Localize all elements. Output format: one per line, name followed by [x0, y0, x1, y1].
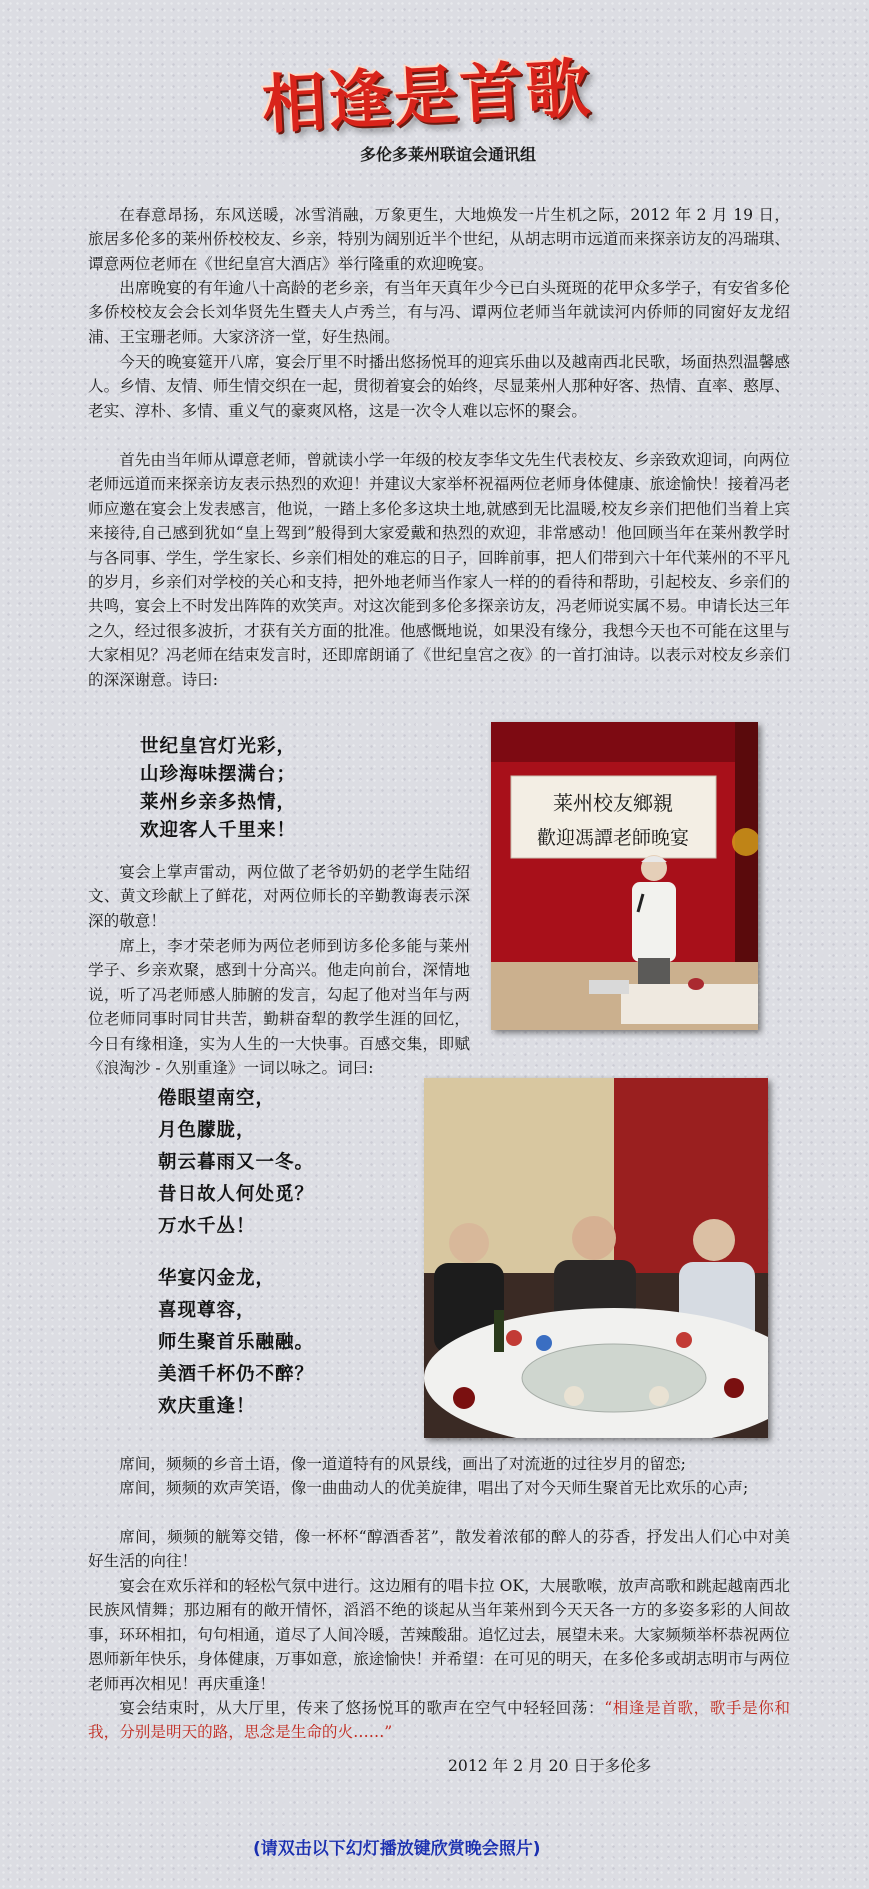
paragraph-9: 席间，频频的觥筹交错，像一杯杯“醇酒香茗”，散发着浓郁的醉人的芬香，抒发出人们心中对美好生活的向往！ [88, 1528, 790, 1571]
paragraph-5: 宴会上掌声雷动，两位做了老爷奶奶的老学生陆绍文、黄文珍献上了鲜花，对两位师长的辛勤教诲表示深深的敬意！ [88, 863, 470, 930]
poem-1-line: 欢迎客人千里来！ [140, 820, 297, 841]
poem-2-line: 昔日故人何处觅？ [158, 1184, 315, 1205]
banner-line-1: 莱州校友鄉親 [553, 791, 673, 815]
paragraph-11 [88, 1696, 790, 1745]
poem-2-line: 喜现尊容， [158, 1300, 256, 1321]
poem-1-line: 山珍海味摆满台； [140, 764, 297, 785]
poem-1-line: 莱州乡亲多热情， [140, 792, 297, 813]
paragraph-7: 席间，频频的乡音土语，像一道道特有的风景线，画出了对流逝的过往岁月的留恋; [119, 1455, 686, 1473]
poem-2-line: 万水千丛！ [158, 1216, 256, 1237]
closing-lead: 宴会结束时，从大厅里，传来了悠扬悦耳的歌声在空气中轻轻回荡： [119, 1699, 605, 1717]
poem-2-line: 华宴闪金龙， [158, 1268, 276, 1289]
poem-2-line: 欢庆重逢！ [158, 1396, 256, 1417]
poem-1 [140, 732, 296, 844]
page-title: 相逢是首歌 [260, 52, 594, 144]
slideshow-note[interactable]: (请双击以下幻灯播放键欣赏晚会照片) [253, 1839, 541, 1859]
poem-2-line: 美酒千杯仍不醉？ [158, 1364, 315, 1385]
poem-2-line: 月色朦胧， [158, 1120, 256, 1141]
paragraph-8: 席间，频频的欢声笑语，像一曲曲动人的优美旋律，唱出了对今天师生聚首无比欢乐的心声; [119, 1479, 749, 1497]
page-subtitle: 多伦多莱州联谊会通讯组 [359, 145, 536, 164]
paragraph-2: 出席晚宴的有年逾八十高龄的老乡亲，有当年天真年少今已白头斑斑的花甲众多学子，有安省多伦多侨校校友会会长刘华贤先生暨夫人卢秀兰，有与冯、谭两位老师当年就读河内侨师的同窗好友龙绍浦、王宝珊老师。大家济济一堂，好生热闹。 [88, 279, 790, 346]
photo-banquet [424, 1078, 768, 1438]
poem-2-line: 师生聚首乐融融。 [158, 1332, 315, 1353]
poem-2 [158, 1084, 314, 1424]
paragraph-10: 宴会在欢乐祥和的轻松气氛中进行。这边厢有的唱卡拉 OK，大展歌喉，放声高歌和跳起越南西北民族风情舞；那边厢有的敞开情怀，滔滔不绝的谈起从当年莱州到今天天各一方的多姿多彩的人间故事，环环相扣，句句相通，道尽了人间冷暖，苦辣酸甜。追忆过去，展望未来。大家频频举杯恭祝两位恩师新年快乐，身体健康，万事如意，旅途愉快！并希望：在可见的明天，在多伦多或胡志明市与两位老师再次相见！再庆重逢！ [88, 1577, 790, 1693]
poem-2-line: 倦眼望南空， [158, 1088, 276, 1109]
paragraph-4: 首先由当年师从谭意老师，曾就读小学一年级的校友李华文先生代表校友、乡亲致欢迎词，向两位老师远道而来探亲访友表示热烈的欢迎！并建议大家举杯祝福两位老师身体健康、旅途愉快！接着冯老师应邀在宴会上发表感言，他说，一踏上多伦多这块土地,就感到无比温暖,校友乡亲们把他们当着上宾来接待,自己感到犹如“皇上驾到”般得到大家爱戴和热烈的欢迎，非常感动！他回顾当年在莱州教学时与各同事、学生，学生家长、乡亲们相处的难忘的日子，回眸前事，把人们带到六十年代莱州的不平凡的岁月，乡亲们对学校的关心和支持，把外地老师当作家人一样的的看待和帮助，引起校友、乡亲们的共鸣，宴会上不时发出阵阵的欢笑声。对这次能到多伦多探亲访友，冯老师说实属不易。申请长达三年之久，经过很多波折，才获有关方面的批准。他感慨地说，如果没有缘分，我想今天也不可能在这里与大家相见？冯老师在结束发言时，还即席朗诵了《世纪皇宫之夜》的一首打油诗。以表示对校友乡亲们的深深谢意。诗曰: [88, 451, 790, 689]
song-quote: “相逢是首歌，歌手是你和我，分别是明天的路，思念是生命的火……” [88, 1699, 790, 1742]
banner-line-2: 歡迎馮譚老師晚宴 [536, 827, 690, 849]
paragraph-6-narrow: 席上，李才荣老师为两位老师到访多伦多能与莱州学子、乡亲欢聚，感到十分高兴。他走向前台，深情地说，听了冯老师感人肺腑的发言，勾起了他对当年与两位老师同事时同甘共苦，勤耕奋犁的教学生涯的回忆，今日有缘相逢，实为人生的一大快事。百感交集，即赋《浪淘沙 - 久别重逢》一词以咏之。词曰: [88, 937, 470, 1078]
paragraph-3: 今天的晚宴筵开八席，宴会厅里不时播出悠扬悦耳的迎宾乐曲以及越南西北民歌，场面热烈温馨感人。乡情、友情、师生情交织在一起，贯彻着宴会的始终，尽显莱州人那种好客、热情、直率、憨厚、老实、淳朴、多情、重义气的豪爽风格，这是一次令人难以忘怀的聚会。 [88, 353, 790, 420]
poem-2-line: 朝云暮雨又一冬。 [158, 1152, 315, 1173]
article-date: 2012 年 2 月 20 日于多伦多 [448, 1757, 652, 1775]
photo-speaker [491, 722, 758, 1030]
paragraph-1: 在春意昂扬，东风送暖，冰雪消融，万象更生，大地焕发一片生机之际，2012 年 2 月 19 日，旅居多伦多的莱州侨校校友、乡亲，特别为阔别近半个世纪，从胡志明市远道而来探亲访友的冯瑞琪、谭意两位老师在《世纪皇宫大酒店》举行隆重的欢迎晚宴。 [88, 206, 790, 273]
poem-1-line: 世纪皇宫灯光彩， [140, 736, 297, 757]
